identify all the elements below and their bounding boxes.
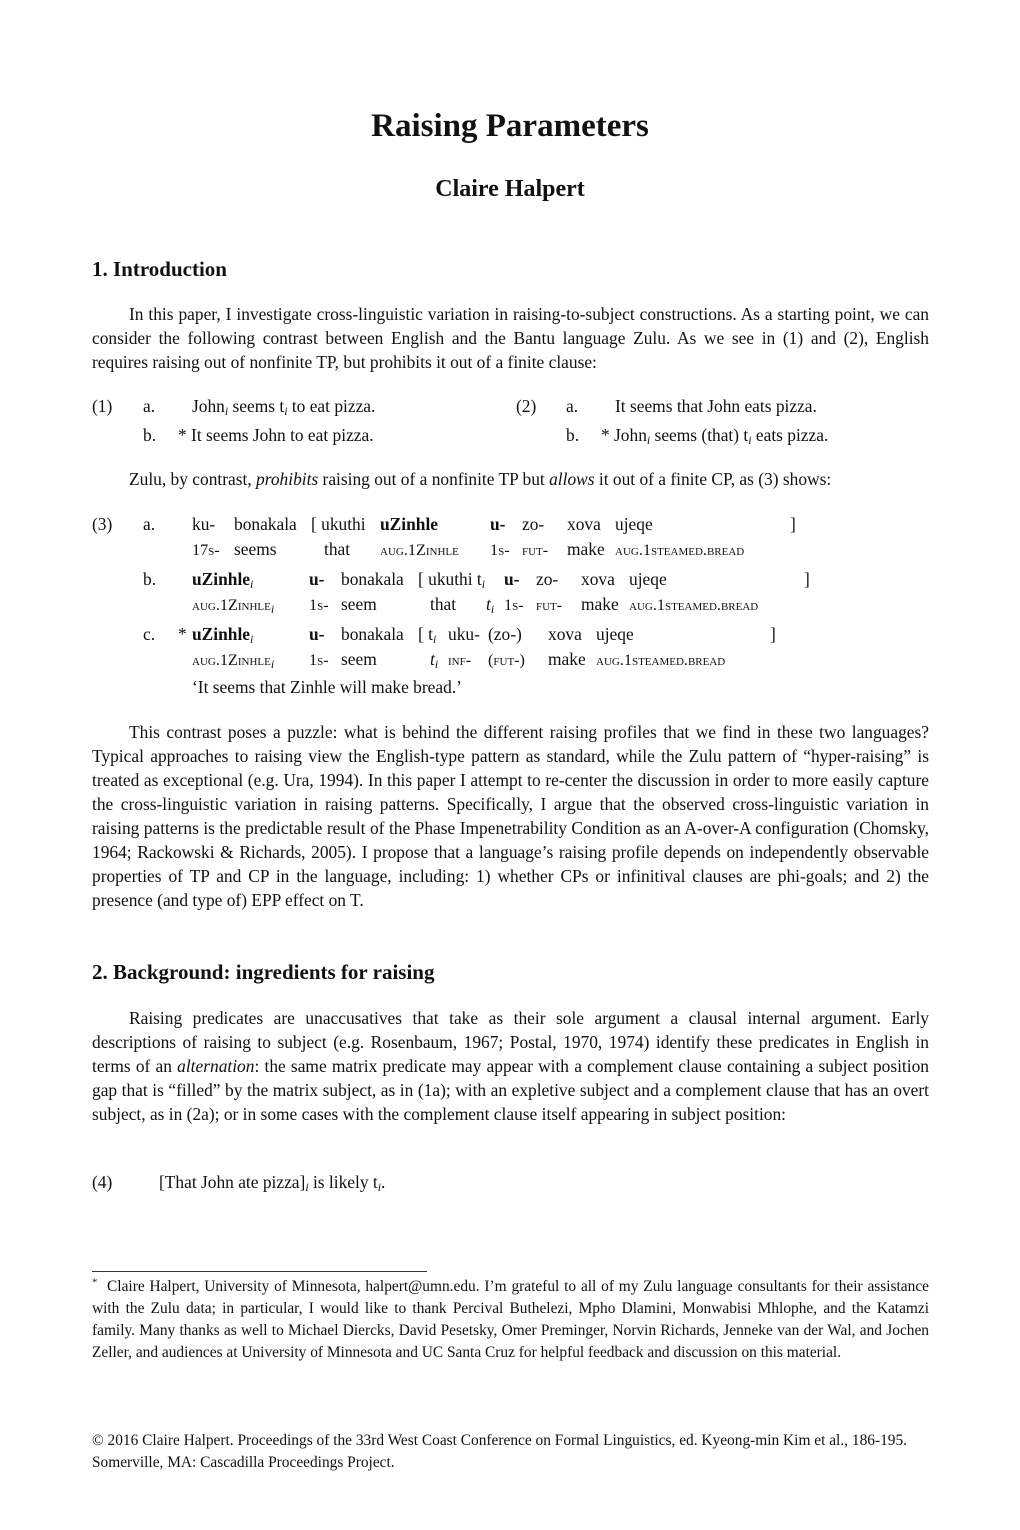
gloss-word: ]	[770, 624, 776, 644]
gloss-word: uZinhle$_i$	[192, 624, 254, 646]
example-number: (3)	[92, 514, 113, 534]
gloss-line: aug.1Zinhle$_i$	[192, 652, 275, 671]
gloss-word: [ $t_i$	[418, 624, 437, 646]
gloss-word: u-	[490, 514, 506, 534]
gloss-line: 1s-	[309, 652, 329, 669]
gloss-word: uku-	[448, 624, 480, 644]
example-label: b.	[566, 425, 580, 445]
gloss-line: 17s-	[192, 542, 220, 559]
gloss-word: ]	[790, 514, 796, 534]
gloss-word: uZinhle$_i$	[192, 569, 254, 591]
zulu-contrast-paragraph: Zulu, by contrast, prohibits raising out of a nonfinite TP but allows it out of a finite CP, as (3) shows:	[129, 469, 832, 489]
gloss-line: seem	[341, 594, 377, 614]
gloss-line: $t_i$	[430, 649, 439, 671]
gloss-word: ujeqe	[629, 569, 667, 589]
gloss-word: u-	[309, 624, 325, 644]
example-4-sentence: [That John ate $pizza]_i$ is likely $t_i$.	[159, 1172, 386, 1194]
example-2b-sentence: * John$_i$ seems (that) $t_i$ eats pizza.	[601, 425, 829, 447]
gloss-line: 1s-	[504, 597, 524, 614]
gloss-line: that	[430, 594, 457, 614]
gloss-line: aug.1steamed.bread	[629, 597, 759, 614]
gloss-line: seems	[234, 539, 277, 559]
gloss-line: inf-	[448, 652, 472, 669]
gloss-line: that	[324, 539, 351, 559]
gloss-word: xova	[567, 514, 601, 534]
gloss-line: aug.1Zinhle	[380, 542, 459, 559]
gloss-word: ujeqe	[596, 624, 634, 644]
background-paragraph: Raising predicates are unaccusatives that take as their sole argument a clausal internal argument. Early descriptions of raising to subject (e.g. Rosenbaum, 1967; Postal, 1970, 1974) identify these predicates in English in terms of an alternation: the same matrix predicate may appear with a complement clause containing a subject position gap that is “filled” by the matrix subject, as in (1a); with an expletive subject and a complement clause that has an overt subject, as in (2a); or in some cases with the complement clause itself appearing in subject position:	[92, 1008, 929, 1124]
example-label: b.	[143, 569, 157, 589]
gloss-word: u-	[504, 569, 520, 589]
gloss-line: make	[581, 594, 619, 614]
footnote-text: Claire Halpert, University of Minnesota, halpert@umn.edu. I’m grateful to all of my Zulu language consultants for their assistance with the Zulu data; in particular, I would like to thank Percival Buthelezi, Mpho Dlamini, Monwabisi Mhlophe, and the Katamzi family. Many thanks as well to Michael Diercks, David Pesetsky, Omer Preminger, Norvin Richards, Jenneke van der Wal, and Jochen Zeller, and audiences at University of Minnesota and UC Santa Cruz for helpful feedback and discussion on this material.	[92, 1278, 929, 1361]
footnote-rule	[92, 1271, 427, 1272]
gloss-word: ujeqe	[615, 514, 653, 534]
gloss-word: bonakala	[341, 569, 404, 589]
example-number: (4)	[92, 1172, 113, 1192]
gloss-word: uZinhle	[380, 514, 438, 534]
example-label: b.	[143, 425, 157, 445]
footnote-mark: *	[92, 1276, 98, 1289]
intro-paragraph: In this paper, I investigate cross-linguistic variation in raising-to-subject constructions. As a starting point, we can consider the following contrast between English and the Bantu language Zulu. As we see in (1) and (2), English requires raising out of nonfinite TP, but prohibits it out of a finite clause:	[92, 304, 929, 372]
gloss-word: [ ukuthi $t_i$	[418, 569, 486, 591]
gloss-line: fut-	[536, 597, 563, 614]
gloss-word: (zo-)	[488, 624, 522, 644]
gloss-word: xova	[581, 569, 615, 589]
gloss-line: aug.1steamed.bread	[596, 652, 726, 669]
section-heading-introduction: 1. Introduction	[92, 257, 227, 281]
gloss-line: aug.1Zinhle$_i$	[192, 597, 275, 616]
example-translation: ‘It seems that Zinhle will make bread.’	[192, 677, 462, 697]
example-1a-sentence: John$_i$ seems $t_i$ to eat pizza.	[192, 396, 376, 418]
gloss-word: zo-	[522, 514, 545, 534]
gloss-word: ]	[804, 569, 810, 589]
gloss-line: 1s-	[490, 542, 510, 559]
gloss-word: bonakala	[341, 624, 404, 644]
example-label: a.	[143, 396, 156, 416]
gloss-line: make	[567, 539, 605, 559]
gloss-line: $t_i$	[486, 594, 495, 616]
gloss-word: ku-	[192, 514, 216, 534]
example-label: a.	[566, 396, 579, 416]
example-label: a.	[143, 514, 156, 534]
gloss-word: [ ukuthi	[311, 514, 366, 534]
example-number: (1)	[92, 396, 113, 416]
gloss-word: xova	[548, 624, 582, 644]
gloss-line: (fut-)	[488, 652, 525, 669]
gloss-line: make	[548, 649, 586, 669]
example-number: (2)	[516, 396, 537, 416]
section-heading-background: 2. Background: ingredients for raising	[92, 960, 435, 984]
paper-title: Raising Parameters	[371, 108, 649, 144]
gloss-line: 1s-	[309, 597, 329, 614]
example-label: c.	[143, 624, 156, 644]
puzzle-paragraph: This contrast poses a puzzle: what is behind the different raising profiles that we find in these two languages? Typical approaches to raising view the English-type pattern as standard, while the Zulu pattern of “hyper-raising” is treated as exceptional (e.g. Ura, 1994). In this paper I attempt to re-center the discussion in order to more easily capture the cross-linguistic variation in raising patterns. Specifically, I argue that the observed cross-linguistic variation in raising patterns is the predictable result of the Phase Impenetrability Condition as an A-over-A configuration (Chomsky, 1964; Rackowski & Richards, 2005). I propose that a language’s raising profile depends on independently observable properties of TP and CP in the language, including: 1) whether CPs or infinitival clauses are phi-goals; and 2) the presence (and type of) EPP effect on T.	[92, 722, 929, 910]
example-1b-sentence: * It seems John to eat pizza.	[178, 425, 374, 445]
paper-author: Claire Halpert	[435, 176, 585, 202]
gloss-word: bonakala	[234, 514, 297, 534]
gloss-line: aug.1steamed.bread	[615, 542, 745, 559]
copyright-notice: © 2016 Claire Halpert. Proceedings of the 33rd West Coast Conference on Formal Linguistics, ed. Kyeong-min Kim et al., 186-195. Somerville, MA: Cascadilla Proceedings Project.	[92, 1432, 908, 1471]
footnote	[92, 1276, 929, 1364]
gloss-line: seem	[341, 649, 377, 669]
gloss-word: u-	[309, 569, 325, 589]
gloss-line: fut-	[522, 542, 549, 559]
gloss-word: zo-	[536, 569, 559, 589]
ungrammatical-star: *	[178, 624, 187, 644]
example-2a-sentence: It seems that John eats pizza.	[615, 396, 817, 416]
